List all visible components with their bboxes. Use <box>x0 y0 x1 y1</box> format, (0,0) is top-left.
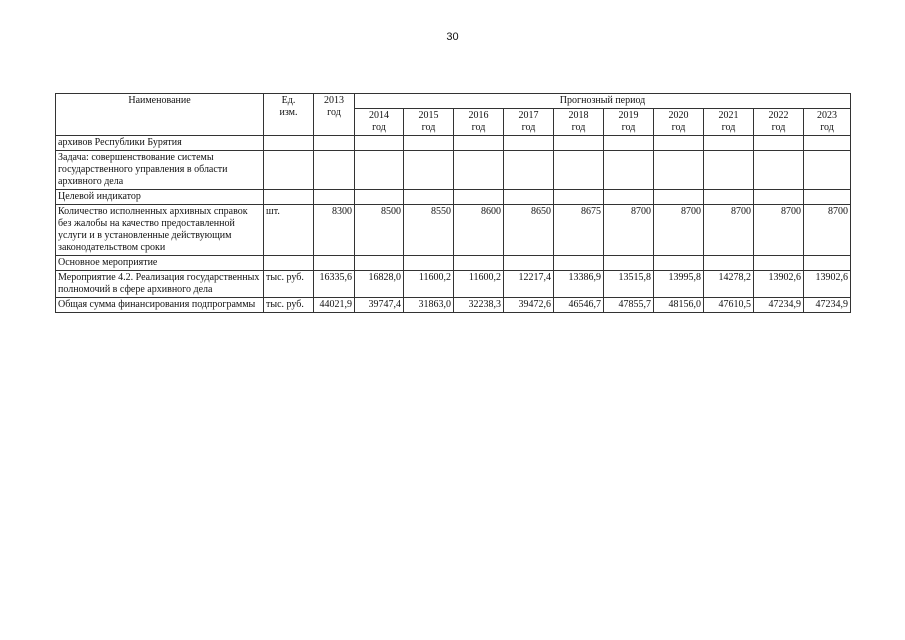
row-name: Основное мероприятие <box>56 256 264 271</box>
row-value <box>504 136 554 151</box>
row-value: 8700 <box>804 205 851 256</box>
row-value <box>754 136 804 151</box>
row-value <box>404 136 454 151</box>
header-year-number: 2017 <box>518 110 539 121</box>
header-unit <box>264 94 314 136</box>
row-value <box>404 190 454 205</box>
row-value <box>704 190 754 205</box>
header-forecast-period: Прогнозный период <box>355 94 851 109</box>
financing-table <box>55 93 851 313</box>
header-year-word: год <box>571 122 586 133</box>
header-year-2018 <box>554 109 604 136</box>
row-value <box>314 151 355 190</box>
row-value: 39472,6 <box>504 298 554 313</box>
row-value <box>504 256 554 271</box>
row-value <box>604 190 654 205</box>
row-value <box>554 136 604 151</box>
row-value <box>604 256 654 271</box>
header-name: Наименование <box>56 94 264 136</box>
header-year-2019 <box>604 109 654 136</box>
row-name: Целевой индикатор <box>56 190 264 205</box>
row-value: 11600,2 <box>404 271 454 298</box>
row-value <box>654 256 704 271</box>
row-name: архивов Республики Бурятия <box>56 136 264 151</box>
header-year-2020 <box>654 109 704 136</box>
row-value: 47610,5 <box>704 298 754 313</box>
row-value <box>654 190 704 205</box>
row-unit: тыс. руб. <box>264 271 314 298</box>
row-value: 47855,7 <box>604 298 654 313</box>
row-name: Общая сумма финансирования подпрограммы <box>56 298 264 313</box>
row-value: 8300 <box>314 205 355 256</box>
page-number: 30 <box>446 31 459 43</box>
row-value <box>454 151 504 190</box>
row-value: 13386,9 <box>554 271 604 298</box>
row-value <box>604 151 654 190</box>
header-year-2014 <box>355 109 404 136</box>
table-row <box>56 298 851 313</box>
row-value <box>654 151 704 190</box>
row-value: 47234,9 <box>804 298 851 313</box>
row-value <box>604 136 654 151</box>
row-value <box>355 136 404 151</box>
row-value: 8650 <box>504 205 554 256</box>
row-unit <box>264 190 314 205</box>
table-row <box>56 136 851 151</box>
header-year-number: 2018 <box>568 110 589 121</box>
header-year-number: 2020 <box>668 110 689 121</box>
table-row <box>56 190 851 205</box>
header-year-number: 2023 <box>817 110 838 121</box>
header-year-2021 <box>704 109 754 136</box>
row-value <box>804 136 851 151</box>
table-body <box>56 136 851 313</box>
header-year-word: год <box>721 122 736 133</box>
row-value: 46546,7 <box>554 298 604 313</box>
header-year-2017 <box>504 109 554 136</box>
row-value: 11600,2 <box>454 271 504 298</box>
row-value: 8600 <box>454 205 504 256</box>
row-unit <box>264 151 314 190</box>
row-value: 13902,6 <box>754 271 804 298</box>
row-value: 16335,6 <box>314 271 355 298</box>
row-value <box>654 136 704 151</box>
header-base-year <box>314 94 355 136</box>
row-value <box>454 190 504 205</box>
header-year-2023 <box>804 109 851 136</box>
row-name: Задача: совершенствование системы государственного управления в области архивного дела <box>56 151 264 190</box>
header-year-number: 2019 <box>618 110 639 121</box>
row-value: 47234,9 <box>754 298 804 313</box>
header-year-number: 2015 <box>418 110 439 121</box>
row-value: 39747,4 <box>355 298 404 313</box>
header-year-word: год <box>671 122 686 133</box>
header-year-word: год <box>471 122 486 133</box>
row-value: 12217,4 <box>504 271 554 298</box>
row-value <box>804 190 851 205</box>
row-value: 8675 <box>554 205 604 256</box>
row-value: 8700 <box>654 205 704 256</box>
row-value <box>754 190 804 205</box>
header-year-2016 <box>454 109 504 136</box>
header-year-number: 2021 <box>718 110 739 121</box>
row-value <box>504 190 554 205</box>
header-year-word: год <box>621 122 636 133</box>
row-value: 14278,2 <box>704 271 754 298</box>
row-value <box>404 151 454 190</box>
row-name: Мероприятие 4.2. Реализация государственных полномочий в сфере архивного дела <box>56 271 264 298</box>
row-value: 8500 <box>355 205 404 256</box>
row-value: 44021,9 <box>314 298 355 313</box>
row-value <box>704 256 754 271</box>
row-value <box>754 256 804 271</box>
row-value: 13515,8 <box>604 271 654 298</box>
row-value <box>404 256 454 271</box>
header-year-word: год <box>820 122 834 133</box>
row-value: 13995,8 <box>654 271 704 298</box>
header-year-word: год <box>771 122 786 133</box>
row-value: 16828,0 <box>355 271 404 298</box>
row-value <box>554 190 604 205</box>
row-value: 8550 <box>404 205 454 256</box>
table-row <box>56 205 851 256</box>
row-value <box>355 151 404 190</box>
header-base-year-number: 2013 <box>324 95 344 106</box>
row-value: 31863,0 <box>404 298 454 313</box>
header-year-number: 2014 <box>369 110 389 121</box>
row-value <box>314 256 355 271</box>
row-value <box>554 151 604 190</box>
row-value <box>554 256 604 271</box>
row-unit: шт. <box>264 205 314 256</box>
table-row <box>56 151 851 190</box>
row-value: 8700 <box>604 205 654 256</box>
row-value: 13902,6 <box>804 271 851 298</box>
row-value <box>804 151 851 190</box>
header-unit-line1: Ед. <box>281 95 296 106</box>
header-year-2015 <box>404 109 454 136</box>
row-value: 8700 <box>704 205 754 256</box>
header-year-number: 2022 <box>768 110 789 121</box>
header-year-word: год <box>421 122 436 133</box>
header-year-word: год <box>521 122 536 133</box>
header-unit-line2: изм. <box>279 107 298 118</box>
header-year-number: 2016 <box>468 110 489 121</box>
header-year-2022 <box>754 109 804 136</box>
header-year-word: год <box>372 122 386 133</box>
row-value <box>314 136 355 151</box>
row-value <box>355 256 404 271</box>
table-row <box>56 271 851 298</box>
row-value <box>704 136 754 151</box>
row-value <box>454 136 504 151</box>
row-unit <box>264 256 314 271</box>
row-name: Количество исполненных архивных справок без жалобы на качество предоставленной услуги и в установленные действующим законодательством сроки <box>56 205 264 256</box>
table-row <box>56 256 851 271</box>
row-value: 32238,3 <box>454 298 504 313</box>
row-value: 48156,0 <box>654 298 704 313</box>
row-value <box>314 190 355 205</box>
row-value <box>454 256 504 271</box>
row-unit: тыс. руб. <box>264 298 314 313</box>
row-value: 8700 <box>754 205 804 256</box>
header-base-year-word: год <box>327 107 341 118</box>
row-value <box>355 190 404 205</box>
row-unit <box>264 136 314 151</box>
row-value <box>754 151 804 190</box>
row-value <box>504 151 554 190</box>
row-value <box>704 151 754 190</box>
row-value <box>804 256 851 271</box>
